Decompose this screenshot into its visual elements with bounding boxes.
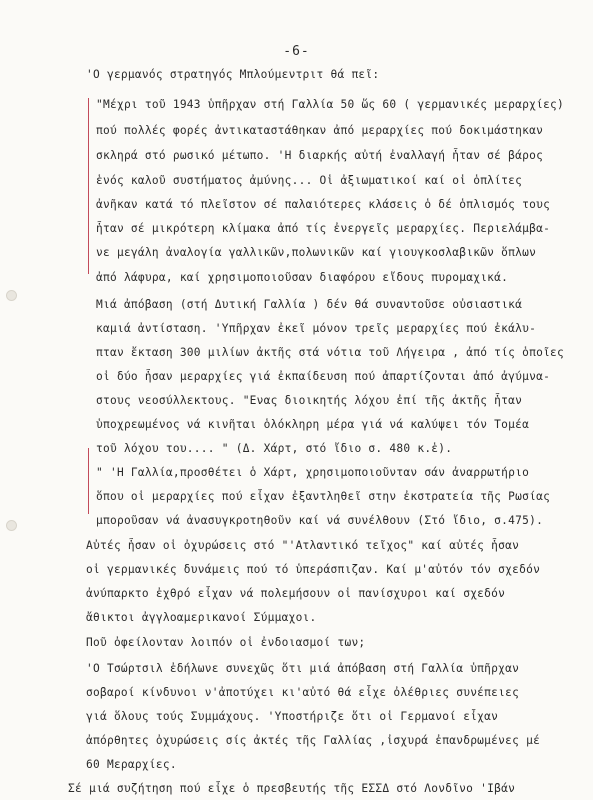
text-line: "Μέχρι τοῦ 1943 ὑπῆρχαν στή Γαλλία 50 ὥς 60 ( γερμανικές μεραρχίες) [96,98,565,111]
text-line: ἀπόρθητες ὀχυρώσεις σίς ἀκτές τῆς Γαλλίας ,ἰσχυρά ἐπανδρωμένες μέ [86,734,541,747]
text-line: ἀνῆκαν κατά τό πλεῖστον σέ παλαιότερες κλάσεις ὁ δέ ὁπλισμός τους [96,198,551,211]
text-line: ὅπου οἱ μεραρχίες πού εἶχαν ἐξαντληθεῖ στην ἐκστρατεία τῆς Ρωσίας [96,490,551,503]
text-line: τοῦ λόχου του.... " (Δ. Χάρτ, στό ἴδιο σ. 480 κ.ἑ). [96,442,453,455]
punch-hole-icon [6,520,17,531]
text-line: Μιά ἀπόβαση (στή Δυτική Γαλλία ) δέν θά συναντοῦσε οὐσιαστικά [96,298,523,311]
text-line: οἱ γερμανικές δυνάμεις πού τό ὑπεράσπιζαν. Καί μ'αὐτόν τόν σχεδόν [86,563,541,576]
text-line: γιά ὅλους τούς Συμμάχους. 'Υποστήριζε ὅτι οἱ Γερμανοί εἶχαν [86,710,499,723]
text-line: ὑποχρεωμένος νά κινῆται ὁλόκληρη μέρα γιά νά καλύψει τόν Τομέα [96,418,530,431]
margin-mark [88,98,89,274]
text-line: ἦταν σέ μικρότερη κλίμακα ἀπό τίς ἐνεργεῖς μεραρχίες. Περιελάμβα- [96,222,551,235]
text-line: σοβαροί κίνδυνοι ν'ἀποτύχει κι'αὐτό θά εἶχε ὀλέθριες συνέπειες [86,686,520,699]
text-line: μποροῦσαν νά ἀνασυγκροτηθοῦν καί νά συνέλθουν (Στό ἴδιο, σ.475). [96,514,544,527]
text-line: νε μεγάλη ἀναλογία γαλλικῶν,πολωνικῶν καί γιουγκοσλαβικῶν ὅπλων [96,246,537,259]
punch-hole-icon [6,290,17,301]
text-line: καμιά ἀντίσταση. 'Υπῆρχαν ἐκεῖ μόνον τρεῖς μεραρχίες πού ἐκάλυ- [96,322,537,335]
text-line: ἀνύπαρκτο ἐχθρό εἶχαν νά πολεμήσουν οἱ πανίσχυροι καί σχεδόν [86,587,506,600]
text-line: Αὐτές ἦσαν οἱ ὀχυρώσεις στό "'Ατλαντικό τεῖχος" καί αὐτές ἦσαν [86,539,520,552]
text-line: ἑνός καλοῦ συστήματος ἀμύνης... Οἱ ἀξιωματικοί καί οἱ ὁπλίτες [96,174,523,187]
page-number: -6- [283,44,310,59]
text-line: 'Ο Τσώρτσιλ ἐδήλωνε συνεχῶς ὅτι μιά ἀπόβαση στή Γαλλία ὑπῆρχαν [86,662,520,675]
text-line: " 'Η Γαλλία,προσθέτει ὁ Χάρτ, χρησιμοποιοῦνταν σάν ἀναρρωτήριο [96,466,530,479]
text-line: σκληρά στό ρωσικό μέτωπο. 'Η διαρκής αὐτή ἐναλλαγή ἦταν σέ βάρος [96,149,544,162]
text-line: 'Ο γερμανός στρατηγός Μπλούμεντριτ θά πεῖ: [86,68,380,81]
text-line: 60 Μεραρχίες. [86,758,177,771]
text-line: Ποῦ ὀφείλονταν λοιπόν οἱ ἐνδοιασμοί των; [86,636,366,649]
text-line: πταν ἔκταση 300 μιλίων ἀκτῆς στά νότια τοῦ Λήγειρα , ἀπό τίς ὁποῖες [96,346,565,359]
text-line: ἀπό λάφυρα, καί χρησιμοποιοῦσαν διαφόρου εἴδους πυρομαχικά. [96,271,509,284]
text-line: ἄθικτοι ἀγγλοαμερικανοί Σύμμαχοι. [86,611,317,624]
text-line: πού πολλές φορές ἀντικαταστάθηκαν ἀπό μεραρχίες πού δοκιμάστηκαν [96,124,544,137]
text-line: στους νεοσύλλεκτους. "Ενας διοικητής λόχου ἐπί τῆς ἀκτῆς ἦταν [96,394,523,407]
text-line: οἱ δύο ἦσαν μεραρχίες γιά ἐκπαίδευση πού ἀπαρτίζονται ἀπό ἀγύμνα- [96,370,551,383]
text-line: Σέ μιά συζήτηση πού εἶχε ὁ πρεσβευτής τῆς ΕΣΣΔ στό Λονδῖνο 'Ιβάν [68,782,516,795]
margin-mark [88,448,89,514]
